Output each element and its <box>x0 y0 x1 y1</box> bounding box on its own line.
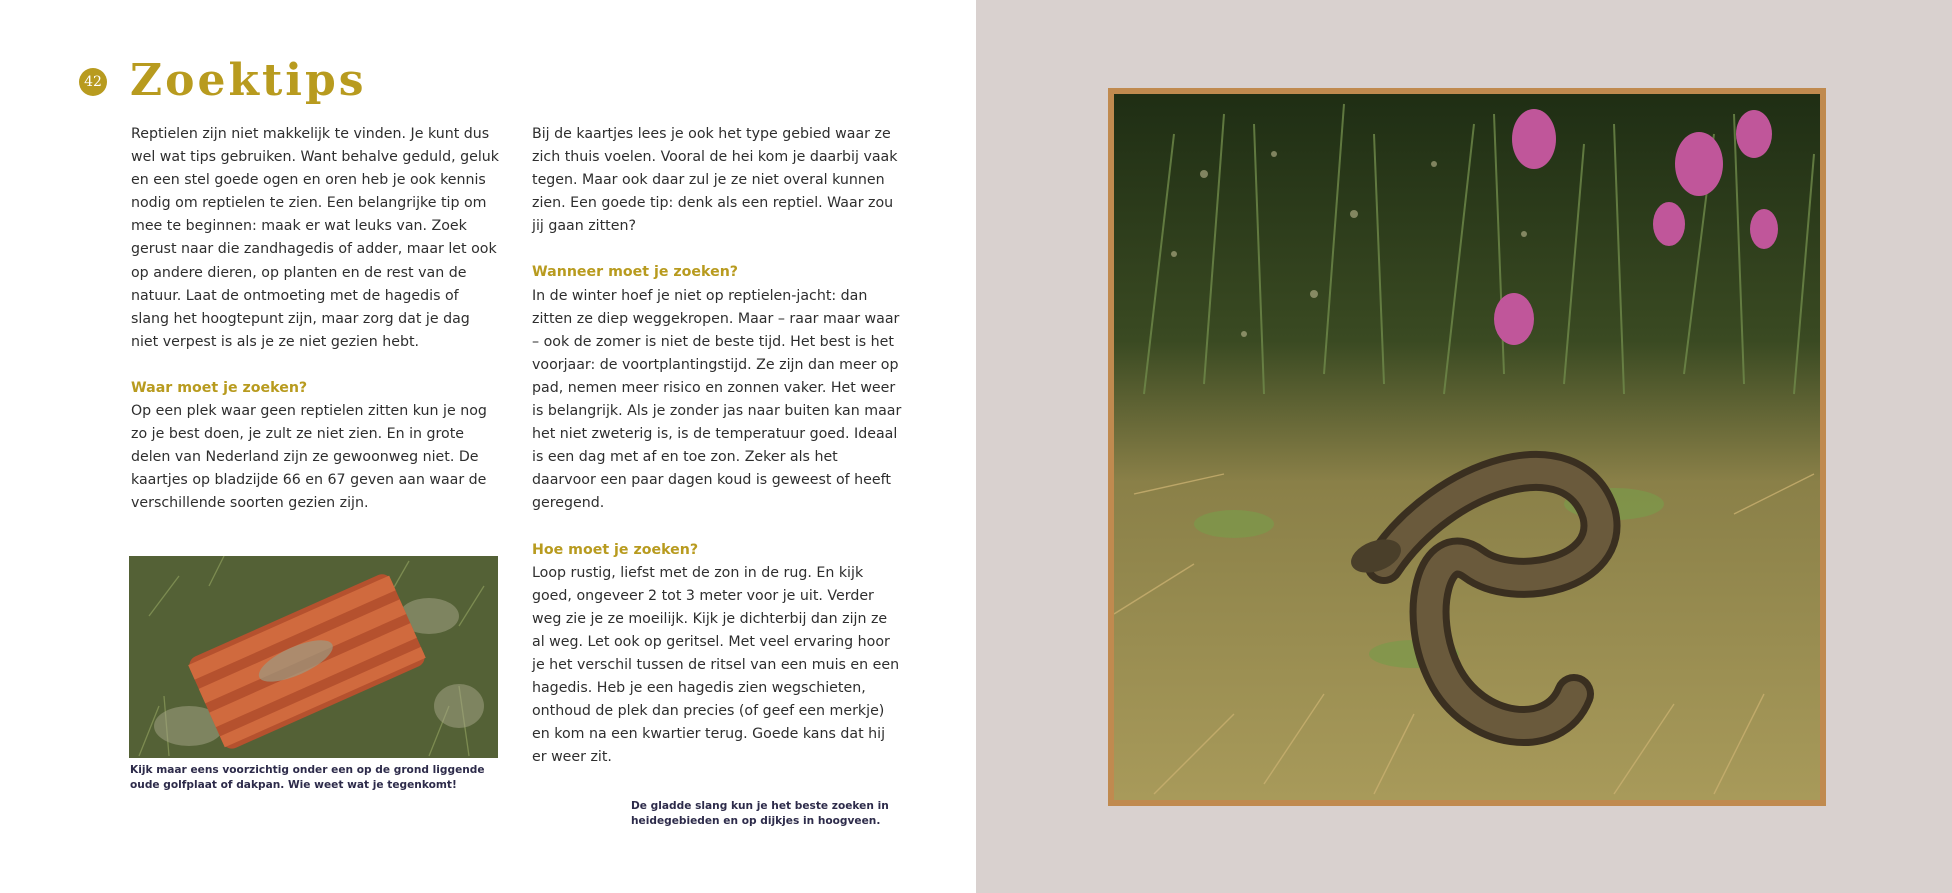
section-text-when: In de winter hoef je niet op reptielen-jacht: dan zitten ze diep weggekropen. Maar – raar maar waar – ook de zomer is niet de beste tijd. Het best is het voorjaar: de voortplantingstijd. Ze zijn dan meer op pad, nemen meer risico en zonnen vaker. Het weer is belangrijk. Als je zonder jas naar buiten kan maar het niet zweterig is, is de temperatuur goed. Ideaal is een dag met af en toe zon. Zeker als het daarvoor een paar dagen koud is geweest of heeft geregend. <box>532 287 902 512</box>
section-text-how: Loop rustig, liefst met de zon in de rug. En kijk goed, ongeveer 2 tot 3 meter voor je uit. Verder weg zie je ze moeilijk. Kijk je dichterbij dan zijn ze al weg. Let ook op geritsel. Met veel ervaring hoor je het verschil tussen de ritsel van een muis en een hagedis. Heb je een hagedis zien wegschieten, onthoud de plek dan precies (of geef een merkje) en kom na een kwartier terug. Goede kans dat hij er weer zit. <box>532 564 900 766</box>
section-heading-how: Hoe moet je zoeken? <box>532 541 699 558</box>
section-heading-where: Waar moet je zoeken? <box>131 379 308 396</box>
intro-paragraph: Reptielen zijn niet makkelijk te vinden. Je kunt dus wel wat tips gebruiken. Want behalve geduld, geluk en een stel goede ogen en oren heb je ook kennis nodig om reptielen te zien. Een belangrijke tip om mee te beginnen: maak er wat leuks van. Zoek gerust naar die zandhagedis of adder, maar let ook op andere dieren, op planten en de rest van de natuur. Laat de ontmoeting met de hagedis of slang het hoogtepunt zijn, maar zorg dat je dag niet verpest is als je ze niet gezien hebt. <box>131 126 499 350</box>
tile-photo-caption: Kijk maar eens voorzichtig onder een op de grond liggende oude golfplaat of dakpan. Wie weet wat je tegenkomt! <box>130 764 485 791</box>
text-column-1 <box>131 123 501 516</box>
snake-photo-caption: De gladde slang kun je het beste zoeken in heidegebieden en op dijkjes in hoogveen. <box>631 800 889 827</box>
page-number-badge: 42 <box>79 68 107 96</box>
section-text-where: Op een plek waar geen reptielen zitten kun je nog zo je best doen, je zult ze niet zien. En in grote delen van Nederland zijn ze gewoonweg niet. De kaartjes op bladzijde 66 en 67 geven aan waar de verschillende soorten gezien zijn. <box>131 403 487 512</box>
roof-tile-photo <box>129 556 498 758</box>
page-title: Zoektips <box>130 55 367 106</box>
section-heading-when: Wanneer moet je zoeken? <box>532 264 739 281</box>
text-column-2 <box>532 123 902 769</box>
smooth-snake-photo <box>1114 94 1820 800</box>
intro-paragraph-2: Bij de kaartjes lees je ook het type gebied waar ze zich thuis voelen. Vooral de hei kom je daarbij vaak tegen. Maar ook daar zul je ze niet overal kunnen zien. Een goede tip: denk als een reptiel. Waar zou jij gaan zitten? <box>532 126 898 235</box>
